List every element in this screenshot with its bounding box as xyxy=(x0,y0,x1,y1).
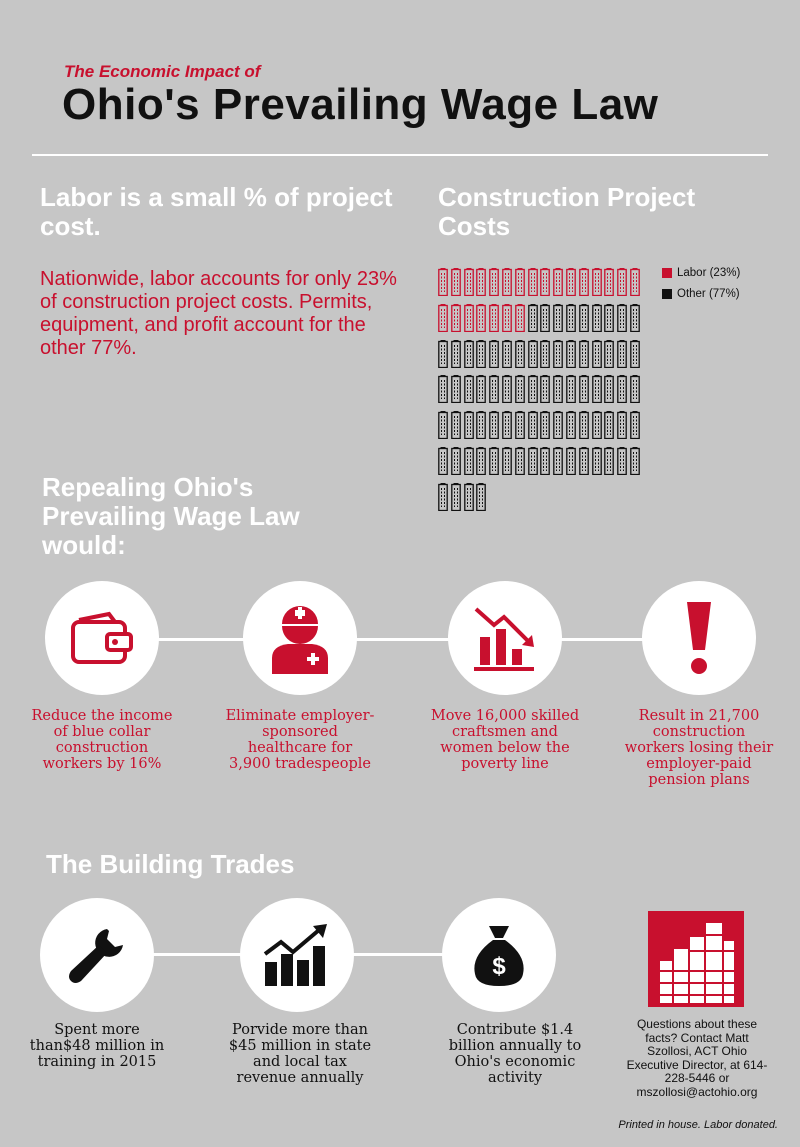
waffle-building-other xyxy=(592,447,602,475)
labor-heading: Labor is a small % of project cost. xyxy=(40,182,393,241)
waffle-building-labor xyxy=(515,304,525,332)
waffle-building-other xyxy=(438,483,448,511)
growth-chart-icon xyxy=(261,924,333,986)
repeal-caption-3: Move 16,000 skilled craftsmen and women below the poverty line xyxy=(430,708,580,772)
trades-circle-3 xyxy=(442,898,556,1012)
waffle-building-other xyxy=(592,375,602,403)
waffle-building-labor xyxy=(630,268,640,296)
waffle-building-labor xyxy=(476,268,486,296)
waffle-building-other xyxy=(553,447,563,475)
legend-swatch-other xyxy=(662,289,672,299)
waffle-building-other xyxy=(528,375,538,403)
waffle-building-other xyxy=(540,411,550,439)
waffle-building-other xyxy=(566,411,576,439)
waffle-building-other xyxy=(464,411,474,439)
buildings-logo-icon xyxy=(648,911,744,1007)
waffle-building-other xyxy=(515,375,525,403)
waffle-building-labor xyxy=(451,268,461,296)
waffle-building-other xyxy=(528,447,538,475)
footer-note: Printed in house. Labor donated. xyxy=(618,1119,778,1131)
waffle-chart xyxy=(0,0,800,1)
legend-item-other xyxy=(662,288,740,300)
waffle-building-other xyxy=(630,340,640,368)
waffle-building-other xyxy=(476,411,486,439)
trades-caption-1: Spent more than$48 million in training in 2015 xyxy=(29,1022,165,1070)
waffle-building-other xyxy=(630,447,640,475)
trades-circle-1 xyxy=(40,898,154,1012)
waffle-building-other xyxy=(515,411,525,439)
waffle-building-other xyxy=(592,304,602,332)
waffle-building-other xyxy=(617,375,627,403)
waffle-building-other xyxy=(579,304,589,332)
healthcare-worker-icon xyxy=(268,602,332,674)
waffle-building-other xyxy=(604,447,614,475)
waffle-building-labor xyxy=(489,268,499,296)
waffle-building-other xyxy=(528,411,538,439)
waffle-building-other xyxy=(617,411,627,439)
waffle-building-other xyxy=(489,411,499,439)
repeal-connector-line xyxy=(90,638,710,641)
trades-caption-2: Porvide more than $45 million in state and local tax revenue annually xyxy=(228,1022,372,1086)
waffle-building-other xyxy=(489,447,499,475)
waffle-building-other xyxy=(464,483,474,511)
waffle-building-labor xyxy=(464,304,474,332)
waffle-building-other xyxy=(502,447,512,475)
waffle-building-other xyxy=(553,340,563,368)
waffle-building-other xyxy=(566,304,576,332)
header-divider xyxy=(32,154,768,156)
waffle-building-other xyxy=(540,340,550,368)
waffle-building-other xyxy=(476,340,486,368)
waffle-building-other xyxy=(451,447,461,475)
waffle-building-other xyxy=(502,340,512,368)
waffle-building-other xyxy=(630,304,640,332)
legend-swatch-labor xyxy=(662,268,672,278)
waffle-building-other xyxy=(630,411,640,439)
waffle-building-labor xyxy=(579,268,589,296)
exclamation-icon xyxy=(679,598,719,678)
waffle-building-other xyxy=(579,411,589,439)
waffle-building-other xyxy=(604,304,614,332)
waffle-building-other xyxy=(489,340,499,368)
trades-circle-2 xyxy=(240,898,354,1012)
waffle-building-other xyxy=(630,375,640,403)
waffle-building-other xyxy=(540,447,550,475)
waffle-building-labor xyxy=(476,304,486,332)
waffle-building-other xyxy=(617,340,627,368)
waffle-building-other xyxy=(579,340,589,368)
waffle-building-other xyxy=(592,411,602,439)
waffle-building-labor xyxy=(489,304,499,332)
waffle-building-other xyxy=(502,411,512,439)
waffle-building-labor xyxy=(502,304,512,332)
waffle-building-other xyxy=(464,375,474,403)
waffle-building-other xyxy=(464,447,474,475)
waffle-building-other xyxy=(579,447,589,475)
waffle-building-other xyxy=(617,447,627,475)
repeal-circle-4 xyxy=(642,581,756,695)
act-ohio-logo xyxy=(648,911,744,1007)
waffle-building-other xyxy=(566,375,576,403)
waffle-building-other xyxy=(617,304,627,332)
repeal-circle-3 xyxy=(448,581,562,695)
repeal-circle-2 xyxy=(243,581,357,695)
waffle-building-labor xyxy=(540,268,550,296)
header-subtitle: The Economic Impact of xyxy=(64,62,261,81)
page-title: Ohio's Prevailing Wage Law xyxy=(62,80,659,129)
waffle-building-labor xyxy=(592,268,602,296)
waffle-building-labor xyxy=(617,268,627,296)
repeal-caption-4: Result in 21,700 construction workers losing their employer-paid pension plans xyxy=(624,708,774,788)
legend-label-other: Other (77%) xyxy=(677,288,740,300)
waffle-building-labor xyxy=(464,268,474,296)
waffle-building-other xyxy=(579,375,589,403)
wrench-icon xyxy=(67,925,127,985)
waffle-building-other xyxy=(438,375,448,403)
declining-chart-icon xyxy=(470,603,540,673)
waffle-building-other xyxy=(553,375,563,403)
waffle-building-labor xyxy=(553,268,563,296)
legend-item-labor xyxy=(662,267,740,279)
waffle-building-other xyxy=(438,447,448,475)
waffle-building-other xyxy=(451,411,461,439)
waffle-building-other xyxy=(476,483,486,511)
waffle-building-other xyxy=(566,340,576,368)
waffle-building-other xyxy=(476,447,486,475)
waffle-building-labor xyxy=(502,268,512,296)
money-bag-icon xyxy=(471,922,527,988)
repeal-caption-1: Reduce the income of blue collar construction workers by 16% xyxy=(31,708,173,772)
waffle-building-other xyxy=(528,340,538,368)
waffle-building-labor xyxy=(515,268,525,296)
waffle-building-other xyxy=(489,375,499,403)
wallet-icon xyxy=(69,610,135,666)
waffle-building-labor xyxy=(451,304,461,332)
waffle-building-other xyxy=(438,411,448,439)
waffle-building-other xyxy=(451,483,461,511)
waffle-building-other xyxy=(604,411,614,439)
chart-heading: Construction Project Costs xyxy=(438,182,696,241)
waffle-building-other xyxy=(604,340,614,368)
waffle-building-other xyxy=(553,304,563,332)
waffle-building-other xyxy=(451,375,461,403)
waffle-building-other xyxy=(515,340,525,368)
repeal-heading: Repealing Ohio's Prevailing Wage Law would: xyxy=(42,472,300,560)
contact-text: Questions about these facts? Contact Matt Szollosi, ACT Ohio Executive Director, at 614-228-5446 or mszollosi@actohio.org xyxy=(626,1017,768,1099)
trades-heading: The Building Trades xyxy=(46,849,295,879)
waffle-building-labor xyxy=(438,304,448,332)
waffle-building-other xyxy=(528,304,538,332)
legend-label-labor: Labor (23%) xyxy=(677,267,741,279)
waffle-building-other xyxy=(502,375,512,403)
svg-text:$: $ xyxy=(492,953,506,980)
waffle-building-other xyxy=(566,447,576,475)
waffle-building-labor xyxy=(528,268,538,296)
waffle-building-other xyxy=(451,340,461,368)
waffle-building-other xyxy=(476,375,486,403)
waffle-building-other xyxy=(604,375,614,403)
repeal-circle-1 xyxy=(45,581,159,695)
waffle-building-other xyxy=(553,411,563,439)
waffle-building-other xyxy=(540,304,550,332)
waffle-building-labor xyxy=(604,268,614,296)
waffle-building-other xyxy=(515,447,525,475)
waffle-building-other xyxy=(464,340,474,368)
waffle-building-other xyxy=(438,340,448,368)
waffle-building-other xyxy=(540,375,550,403)
waffle-building-labor xyxy=(438,268,448,296)
labor-body: Nationwide, labor accounts for only 23% of construction project costs. Permits, equipment, and profit account for the other 77%. xyxy=(40,268,397,359)
waffle-building-labor xyxy=(566,268,576,296)
repeal-caption-2: Eliminate employer-sponsored healthcare for 3,900 tradespeople xyxy=(225,708,375,772)
waffle-building-other xyxy=(592,340,602,368)
trades-caption-3: Contribute $1.4 billion annually to Ohio's economic activity xyxy=(448,1022,582,1086)
